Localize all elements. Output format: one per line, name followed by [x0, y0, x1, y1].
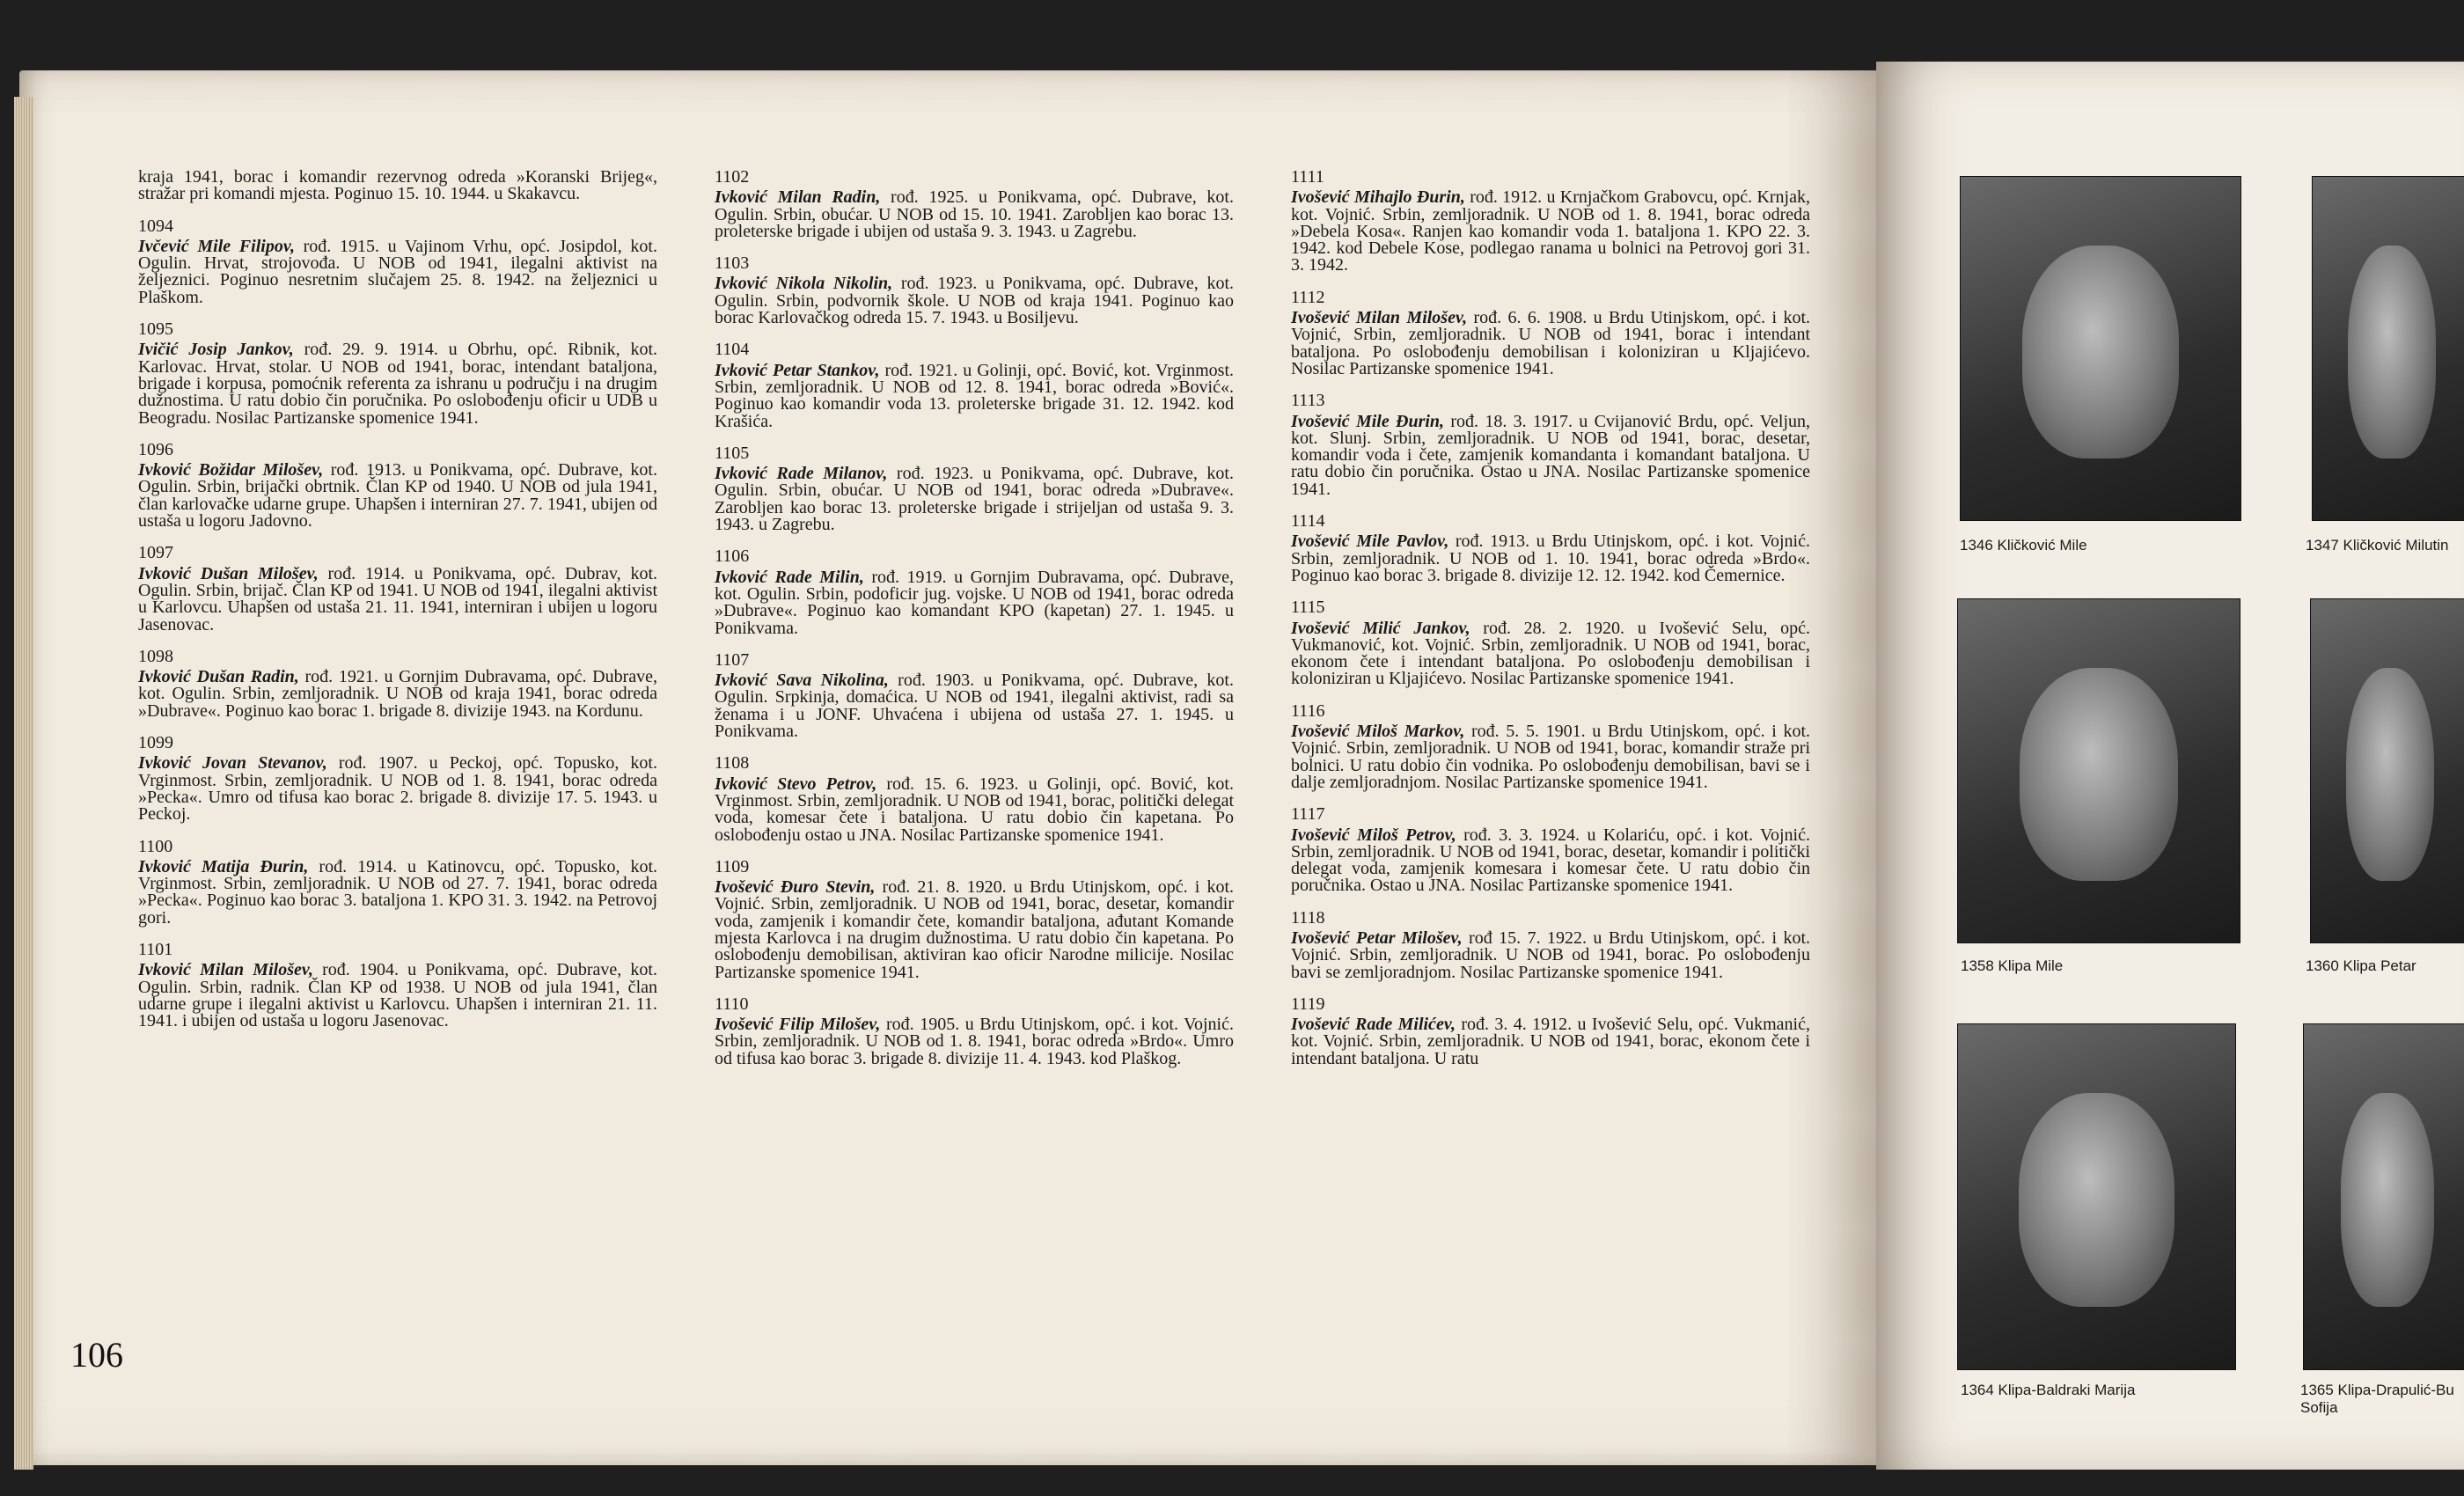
entry-body: rođ. 18. 3. 1917. u Cvijanović Brdu, opć. Veljun, kot. Slunj. Srbin, zemljoradnik. U NOB od 1941, borac, desetar, komandir voda i čete, zamjenik komandanta i komandant bataljona. U ratu dobio čin poručnika. Ostao u JNA. Nosilac Partizanske spomenice 1941.: [1291, 411, 1811, 499]
entry-name: Ivković Jovan Stevanov,: [138, 753, 327, 774]
entry-body: rođ. 1905. u Brdu Utinjskom, opć. i kot. Vojnić. Srbin, zemljoradnik. U NOB od 1. 8. 1941, borac odreda »Brdo«. Umro od tifusa kao borac 3. brigade 8. divizije 11. 4. 1943. kod Plaškog.: [715, 1015, 1234, 1068]
biography-entry: [1291, 599, 1810, 687]
biography-entry: [138, 218, 657, 306]
entry-name: Ivković Rade Milanov,: [715, 464, 888, 484]
entry-number: 1113: [1291, 391, 1325, 411]
entry-text: [715, 776, 1234, 844]
entry-number: 1094: [138, 216, 173, 236]
entry-name: Ivošević Miloš Markov,: [1291, 722, 1465, 742]
portrait-photo: [2310, 598, 2464, 943]
entry-number: 1100: [138, 836, 173, 856]
entry-text: [138, 856, 657, 928]
photo-caption: 1358 Klipa Mile: [1961, 957, 2064, 974]
biography-entry: [138, 836, 657, 928]
entry-number: 1103: [715, 253, 750, 274]
biography-entry: [1291, 996, 1810, 1067]
page-edges: [14, 97, 33, 1470]
photo-caption: 1364 Klipa-Baldraki Marija: [1961, 1382, 2136, 1398]
biography-entry: [138, 735, 657, 823]
biography-entry: [138, 321, 657, 427]
entry-body: rođ. 1923. u Ponikvama, opć. Dubrave, kot. Ogulin. Srbin, podvornik škole. U NOB od kraja 1941. Poginuo kao borac Karlovačkog odreda 15. 7. 1943. u Bosiljevu.: [715, 274, 1234, 328]
entry-name: Ivošević Đuro Stevin,: [715, 877, 876, 898]
entry-text: [138, 669, 657, 720]
entry-body: rođ. 3. 3. 1924. u Kolariću, opć. i kot. Vojnić. Srbin, zemljoradnik. U NOB od 1941, borac, desetar, komandir i politički delegat voda, zamjenik komesara i komesar čete. U ratu dobio čin poručnika. Ostao u JNA. Nosilac Partizanske spomenice 1941.: [1291, 825, 1810, 896]
entry-body: rođ. 15. 6. 1923. u Golinji, opć. Bović, kot. Vrginmost. Srbin, zemljoradnik. U NOB od 1941, borac, politički delegat voda, komesar čete i bataljona. U ratu dobio čin kapetana. Po oslobođenju ostao u JNA. Nosilac Partizanske spomenice 1941.: [715, 774, 1234, 845]
entry-body: rođ. 6. 6. 1908. u Brdu Utinjskom, opć. i kot. Vojnić, Srbin, zemljoradnik. U NOB od 1941, borac i intendant bataljona. Po oslobođenju demobilisan i koloniziran u Kljajićevo. Nosilac Partizanske spomenice 1941.: [1291, 308, 1811, 378]
portrait-photo: [1960, 176, 2241, 521]
entry-body: rođ. 1912. u Krnjačkom Grabovcu, opć. Krnjak, kot. Vojnić. Srbin, zemljoradnik. U NOB od 1. 8. 1941, borac odreda »Debela Kosa«. Ranjen kao komandir voda 1. bataljona 1. KPO 22. 3. 1942. kod Debele Kose, podlegao ranama u bolnici na Petrovoj gori 31. 3. 1942.: [1291, 187, 1810, 275]
entry-text: [1291, 189, 1810, 274]
entry-number: 1119: [1291, 994, 1325, 1014]
biography-entry: [715, 755, 1234, 843]
page-number: 106: [70, 1335, 123, 1375]
entry-body: rođ. 29. 9. 1914. u Obrhu, opć. Ribnik, kot. Karlovac. Hrvat, stolar. U NOB od 1941, borac, intendant bataljona, brigade i korpusa, pomoćnik referenta za ishranu u području i na drugim dužnostima. U ratu dobio čin poručnika. Po oslobođenju oficir u UDB u Beogradu. Nosilac Partizanske spomenice 1941.: [138, 340, 658, 428]
entry-name: Ivošević Rade Milićev,: [1291, 1015, 1456, 1035]
entry-text: [715, 569, 1234, 637]
entry-number: 1097: [138, 543, 173, 563]
entry-number: 1117: [1291, 804, 1325, 825]
entry-name: Ivošević Mile Pavlov,: [1291, 532, 1449, 552]
entry-name: Ivošević Miloš Petrov,: [1291, 825, 1456, 845]
entry-text: [1291, 411, 1811, 499]
photo-caption: 1360 Klipa Petar: [2306, 957, 2416, 974]
entry-number: 1099: [138, 733, 173, 753]
photo-caption: 1347 Kličković Milutin: [2306, 537, 2449, 554]
entry-name: Ivković Nikola Nikolin,: [715, 274, 893, 294]
entry-body: rođ. 1921. u Gornjim Dubravama, opć. Dubrave, kot. Ogulin. Srbin, zemljoradnik. U NOB od kraja 1941, borac odreda »Dubrave«. Poginuo kao borac 1. brigade 8. divizije 1943. na Kordunu.: [138, 667, 657, 721]
biography-entry: [715, 996, 1234, 1067]
entry-text: [715, 879, 1234, 981]
entry-number: 1118: [1291, 907, 1325, 928]
entry-number: 1102: [715, 167, 750, 187]
entry-number: 1105: [715, 443, 750, 463]
entry-body: rođ. 1919. u Gornjim Dubravama, opć. Dubrave, kot. Ogulin. Srbin, podoficir jug. vojske. U NOB od 1941, borac odreda »Dubrave«. Poginuo kao komandant KPO (kapetan) 27. 1. 1945. u Ponikvama.: [715, 567, 1234, 638]
entry-text: [1291, 620, 1810, 688]
text-column-3: [1291, 169, 1810, 1082]
entry-text: [715, 1016, 1234, 1067]
entry-number: 1106: [715, 546, 750, 567]
entry-name: Ivković Sava Nikolina,: [715, 671, 889, 691]
biography-entry: [1291, 287, 1811, 378]
lead-paragraph: kraja 1941, borac i komandir rezervnog odreda »Koranski Brijeg«, stražar pri komandi mjesta. Poginuo 15. 10. 1944. u Skakavcu.: [138, 167, 657, 204]
entry-text: [1291, 930, 1810, 981]
biography-entry: [138, 439, 657, 532]
entry-number: 1101: [138, 939, 173, 959]
biography-entry: [1291, 513, 1810, 584]
entry-name: Ivković Rade Milin,: [715, 567, 864, 587]
entry-name: Ivković Stevo Petrov,: [715, 774, 877, 794]
entry-body: rođ. 1903. u Ponikvama, opć. Dubrave, kot. Ogulin. Srpkinja, domaćica. U NOB od 1941, ilegalni aktivist, radi sa ženama i u JONF. Uhvaćena i ubijena od ustaša 27. 1. 1945. u Ponikvama.: [715, 671, 1234, 742]
entry-name: Ivošević Mile Đurin,: [1291, 411, 1445, 431]
entry-number: 1096: [138, 439, 173, 459]
entry-name: Ivković Milan Radin,: [715, 187, 881, 208]
left-page: [19, 70, 1876, 1465]
entry-name: Ivković Milan Milošev,: [138, 960, 313, 980]
entry-number: 1098: [138, 646, 173, 666]
biography-entry: [1291, 806, 1810, 894]
entry-number: 1111: [1291, 167, 1324, 187]
entry-body: rođ. 1913. u Brdu Utinjskom, opć. i kot. Vojnić. Srbin, zemljoradnik. U NOB od 1. 10. 1941, borac odreda »Brdo«. Poginuo kao borac 3. brigade 8. divizije 12. 12. 1942. kod Čemernice.: [1291, 532, 1810, 585]
entry-body: rođ. 1913. u Ponikvama, opć. Dubrave, kot. Ogulin. Srbin, brijački obrtnik. Član KP od 1940. U NOB od jula 1941, član karlovačke udarne grupe. Uhapšen i interniran 27. 7. 1941, ubijen od ustaša u logoru Jadovno.: [138, 460, 657, 532]
entry-name: Ivošević Filip Milošev,: [715, 1015, 881, 1035]
entry-body: rođ. 1907. u Peckoj, opć. Topusko, kot. Vrginmost. Srbin, zemljoradnik. U NOB od 1. 8. 1941, borac odreda »Pecka«. Umro od tifusa kao borac 2. brigade 8. divizije 17. 5. 1943. u Peckoj.: [138, 753, 657, 825]
entry-text: [715, 189, 1234, 240]
biography-entry: [715, 649, 1234, 742]
entry-name: Ivčević Mile Filipov,: [138, 236, 295, 256]
biography-entry: [715, 445, 1234, 533]
entry-text: [138, 563, 658, 634]
entry-number: 1116: [1291, 700, 1325, 721]
photo-caption: 1346 Kličković Mile: [1960, 537, 2087, 554]
biography-entry: [138, 939, 657, 1031]
biography-entry: [138, 646, 657, 721]
entry-number: 1115: [1291, 598, 1325, 618]
entry-body: rođ. 1914. u Ponikvama, opć. Dubrav, kot. Ogulin. Srbin, brijač. Član KP od 1941. U NOB od 1941, ilegalni aktivist u Karlovcu. Uhapšen od ustaša 21. 11. 1941, interniran i ubijen u logoru Jasenovac.: [138, 563, 658, 634]
entry-text: [138, 341, 657, 426]
entry-name: Ivošević Mihajlo Đurin,: [1291, 187, 1465, 208]
portrait-photo: [1957, 1023, 2236, 1370]
entry-body: rođ. 1915. u Vajinom Vrhu, opć. Josipdol, kot. Ogulin. Hrvat, strojovođa. U NOB od 1941, ilegalni aktivist na željeznici. Poginuo nesretnim slučajem 25. 8. 1942. na željeznici u Plaškom.: [138, 236, 657, 307]
entry-body: rođ. 5. 5. 1901. u Brdu Utinjskom, opć. i kot. Vojnić. Srbin, zemljoradnik. U NOB od 1941, borac, komandir straže pri bolnici. U ratu dobio čin vodnika. Po oslobođenju demobilisan, bavi se i dalje zemljoradnjom. Nosilac Partizanske spomenice 1941.: [1291, 722, 1810, 792]
entry-text: [138, 462, 657, 530]
entry-text: [138, 238, 657, 306]
entry-number: 1112: [1291, 287, 1325, 307]
biography-entry: [1291, 700, 1810, 792]
right-page: [1876, 62, 2464, 1470]
entry-number: 1110: [715, 994, 749, 1014]
portrait-photo: [2303, 1023, 2464, 1370]
entry-number: 1095: [138, 319, 173, 340]
entry-number: 1109: [715, 856, 750, 876]
entry-name: Ivošević Milić Jankov,: [1291, 618, 1470, 638]
entry-text: [715, 275, 1234, 326]
entry-number: 1114: [1291, 511, 1325, 532]
entry-name: Ivošević Petar Milošev,: [1291, 928, 1463, 948]
text-column-1: [138, 169, 657, 1045]
entry-body: rođ 15. 7. 1922. u Brdu Utinjskom, opć. i kot. Vojnić. Srbin, zemljoradnik. U NOB od 1941, borac. Po oslobođenju bavi se zemljoradnjom. Nosilac Partizanske spomenice 1941.: [1291, 928, 1810, 982]
entry-name: Ivković Dušan Milošev,: [138, 563, 319, 583]
entry-body: rođ. 1923. u Ponikvama, opć. Dubrave, kot. Ogulin. Srbin, obućar. U NOB od 1941, borac odreda »Dubrave«. Zarobljen kao borac 13. proleterske brigade i strijeljan od ustaša 9. 3. 1943. u Zagrebu.: [715, 464, 1234, 535]
biography-entry: [1291, 907, 1810, 982]
entry-text: [1291, 1016, 1810, 1067]
biography-entry: [715, 169, 1234, 240]
book-spread: [19, 62, 2464, 1470]
entry-text: [1291, 827, 1810, 895]
entry-name: Ivković Dušan Radin,: [138, 667, 299, 687]
entry-text: [715, 360, 1235, 431]
entry-number: 1107: [715, 649, 750, 670]
entry-body: rođ. 3. 4. 1912. u Ivošević Selu, opć. Vukmanić, kot. Vojnić. Srbin, zemljoradnik. U NOB od 1941, borac, ekonom čete i intendant bataljona. U ratu: [1291, 1015, 1810, 1068]
entry-text: [138, 962, 657, 1030]
entry-number: 1108: [715, 753, 750, 774]
entry-text: [715, 672, 1234, 740]
entry-text: [715, 466, 1234, 533]
entry-body: rođ. 1904. u Ponikvama, opć. Dubrave, kot. Ogulin. Srbin, radnik. Član KP od 1938. U NOB od jula 1941, član udarne grupe i ilegalni aktivist u Karlovcu. Uhapšen i interniran 21. 11. 1941. i ubijen od ustaša u logoru Jasenovac.: [138, 960, 657, 1031]
biography-entry: [715, 548, 1234, 636]
text-column-2: [715, 169, 1234, 1082]
entry-name: Ivičić Josip Jankov,: [138, 340, 294, 360]
entry-text: [1291, 723, 1810, 791]
entry-body: rođ. 1921. u Golinji, opć. Bović, kot. Vrginmost. Srbin, zemljoradnik. U NOB od 12. 8. 1941, borac odreda »Bović«. Poginuo kao komandir voda 13. proleterske brigade 31. 12. 1942. kod Krašića.: [715, 360, 1235, 431]
entry-text: [138, 755, 657, 823]
biography-entry: [138, 545, 657, 633]
entry-text: [1291, 533, 1810, 584]
biography-entry: [715, 856, 1235, 982]
biography-entry: [1291, 392, 1810, 498]
entry-body: rođ. 1925. u Ponikvama, opć. Dubrave, kot. Ogulin. Srbin, obućar. U NOB od 15. 10. 1941. Zarobljen kao borac 13. proleterske brigade i ubijen od ustaša 9. 3. 1943. u Zagrebu.: [715, 187, 1234, 241]
portrait-photo: [1957, 598, 2240, 943]
photo-caption: 1365 Klipa-Drapulić-Bu Sofija: [2300, 1382, 2454, 1416]
biography-entry: [715, 255, 1234, 326]
entry-number: 1104: [715, 340, 750, 360]
entry-text: [1291, 310, 1810, 378]
entry-name: Ivković Petar Stankov,: [715, 360, 880, 380]
biography-entry: [715, 341, 1234, 429]
entry-body: rođ. 28. 2. 1920. u Ivošević Selu, opć. Vukmanović, kot. Vojnić. Srbin, zemljoradnik. U NOB od 1941, borac, ekonom čete i intendant bataljona. Po oslobođenju demobilisan i koloniziran u Kljajićevo. Nosilac Partizanske spomenice 1941.: [1291, 618, 1810, 689]
biography-entry: [1291, 169, 1810, 275]
entry-body: rođ. 21. 8. 1920. u Brdu Utinjskom, opć. i kot. Vojnić. Srbin, zemljoradnik. U NOB od 1941, borac, desetar, komandir voda, zamjenik i komandir čete, komandir bataljona, ađutant Komande mjesta Karlovca i na drugim dužnostima. U ratu dobio čin kapetana. Po oslobođenju demobilisan, aktiviran kao oficir Narodne milicije. Nosilac Partizanske spomenice 1941.: [715, 877, 1235, 982]
entry-name: Ivošević Milan Milošev,: [1291, 308, 1468, 328]
entry-body: rođ. 1914. u Katinovcu, opć. Topusko, kot. Vrginmost. Srbin, zemljoradnik. U NOB od 27. 7. 1941, borac odreda »Pecka«. Poginuo kao borac 3. bataljona 1. KPO 31. 3. 1942. na Petrovoj gori.: [138, 856, 657, 928]
entry-name: Ivković Matija Đurin,: [138, 856, 309, 876]
entry-name: Ivković Božidar Milošev,: [138, 460, 324, 480]
portrait-photo: [2312, 176, 2464, 521]
